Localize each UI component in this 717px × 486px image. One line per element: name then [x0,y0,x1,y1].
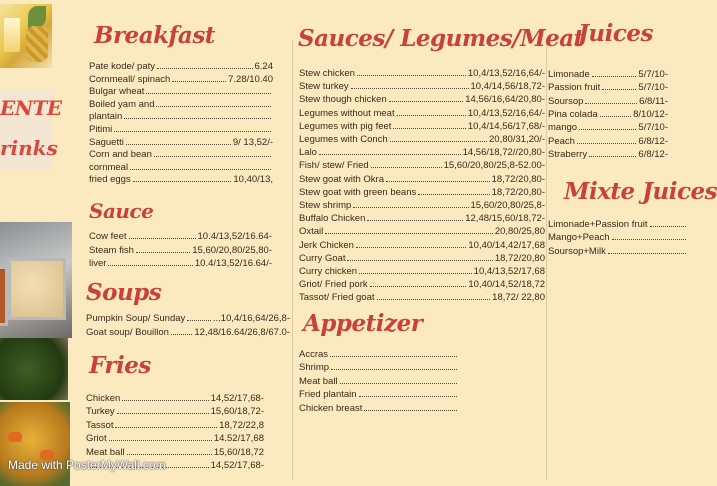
breakfast-item-price: 6.24 [254,61,273,72]
meat-tray-image [0,266,8,326]
sauces-legumes-meat-item-name: Oxtail [299,226,324,238]
dot-leader [418,194,489,195]
sauces-legumes-meat-item-price: 18,72/20,80- [491,186,545,198]
appetizer-item [299,403,459,414]
dot-leader [154,156,271,157]
juice-item [548,82,668,93]
soups-item-price: 12,48/16.64/26,8/67.0- [194,326,290,338]
banner-title-line2: rinks [0,136,58,160]
sauces-legumes-meat-item-name: Curry Goat [299,252,346,264]
breakfast-item [89,99,273,110]
sauces-legumes-meat-item-price: 10,4/13,52/16,64/- [467,107,545,119]
sauce-item-name: Cow feet [89,231,127,242]
sauces-legumes-meat-item-name: Stew shrimp [299,200,352,211]
fries-item-price: 15,60/18,72 [213,446,264,458]
fries-item-name: Chicken [86,393,121,404]
sauces-legumes-meat-item [299,147,545,158]
dot-leader [397,115,466,116]
juice-item-price: 8/10/12- [633,108,668,120]
sauces-legumes-meat-item-name: Stew turkey [299,81,349,93]
dot-leader [124,118,271,119]
juice-item-price: 5/7/10- [638,122,668,134]
dot-leader [171,334,192,335]
soups-item-price: ...10,4/16,64/26,8- [212,313,290,324]
sauces-legumes-meat-item-price: 14,56/18,72//20,80- [462,147,545,159]
sauce-item [89,245,272,256]
dot-leader [589,156,636,157]
sauces-legumes-meat-item [299,200,545,211]
breakfast-item-name: Cornmeall/ spinach [89,73,171,85]
watermark-text: Made with PosterMyWall.com [8,458,166,472]
pineapple-image [26,26,48,62]
dot-leader [353,207,468,208]
dot-leader [136,252,190,253]
banner-title-line1: ENTE [0,96,62,120]
sauces-legumes-meat-item-name: Tassot/ Fried goat [299,292,375,304]
appetizer-item-name: Meat ball [299,375,338,387]
juice-item [548,69,668,80]
juice-item-price: 5/7/10- [638,69,668,80]
breakfast-heading: Breakfast [94,22,215,49]
dot-leader [108,265,192,266]
food-trays-photo [0,222,72,338]
mixte-juice-item-name: Limonade+Passion fruit [548,219,648,230]
column-divider [292,40,293,480]
juice-item-name: Pina colada [548,108,598,120]
dot-leader [371,167,442,168]
drinks-banner [0,90,62,170]
soups-item [86,313,290,324]
sauces-legumes-meat-item-price: 15,60/20,80/25,8- [470,200,545,211]
sauces-legumes-meat-item-price: 18,72/ 22,80 [492,292,545,304]
breakfast-item [89,111,273,122]
dot-leader [357,75,466,76]
mixte-juices-heading: Mixte Juices [564,178,717,205]
sauces-legumes-meat-item [299,134,545,145]
sauces-legumes-meat-item-name: Stew though chicken [299,94,387,106]
appetizer-item-name: Chicken breast [299,402,363,414]
dot-leader [157,68,252,69]
sauces-legumes-meat-item [299,213,545,224]
sauces-legumes-meat-item [299,292,545,303]
dot-leader [579,129,636,130]
sauces-legumes-meat-item-name: Legumes with Conch [299,134,388,145]
sauce-item-name: liver [89,258,107,269]
sauces-legumes-meat-item [299,81,545,92]
sauces-legumes-meat-item-name: Jerk Chicken [299,239,354,251]
dot-leader [377,299,491,300]
sauces-legumes-meat-item [299,266,545,277]
breakfast-item [89,124,273,135]
dot-leader [592,76,637,77]
sauces-legumes-meat-item-name: Curry chicken [299,266,358,277]
mixte-juice-item [548,219,688,230]
dot-leader [331,369,457,370]
fries-item [86,393,264,404]
breakfast-item [89,137,273,148]
dot-leader [117,413,209,414]
fries-item-price: 14,52/17,68- [210,460,264,471]
dot-leader [577,143,636,144]
sauces-legumes-meat-item-price: 10,4/13,52/17,68 [473,266,545,277]
sauces-legumes-meat-item-name: Fish/ stew/ Fried [299,160,369,172]
dot-leader [359,396,457,397]
juice-item-name: Peach [548,135,575,147]
juice-item-name: Straberry [548,148,588,160]
breakfast-item-name: Pitimi [89,124,113,135]
mixte-juice-item [548,232,688,243]
juice-item-price: 6/8/12- [638,135,668,147]
appetizer-item-name: Shrimp [299,362,330,374]
dot-leader [612,239,686,240]
dot-leader [129,238,196,239]
sauce-item-name: Steam fish [89,244,134,256]
sauces-legumes-meat-item-name: Legumes without meat [299,107,395,119]
sauces-legumes-meat-item-price: 10,40/14,52/18,72 [468,279,545,291]
sauces-legumes-meat-item-price: 20,80/25,80 [494,226,545,238]
mixte-juice-item-name: Mango+Peach [548,232,610,244]
dot-leader [340,383,457,384]
sauces-legumes-meat-item-name: Stew goat with green beans [299,186,417,198]
sauce-item-price: 10.4/13,52/16.64/- [194,258,272,269]
juice-item-price: 6/8/12- [638,148,668,160]
dot-leader [370,286,467,287]
sauces-legumes-meat-item-name: Buffalo Chicken [299,213,366,225]
juice-item [548,122,668,133]
soups-item-name: Goat soup/ Bouillon [86,326,169,338]
dot-leader [364,410,457,411]
sauces-legumes-meat-item-name: Stew goat with Okra [299,173,385,185]
breakfast-item [89,149,273,160]
breakfast-item-price: 7.28/10.40 [228,73,273,85]
breakfast-item-name: Pate kode/ paty [89,61,156,72]
photo-strip [0,0,72,486]
sauces-legumes-meat-item-price: 10,4/14,56/17,68/- [467,120,545,132]
soups-item-name: Pumpkin Soup/ Sunday [86,313,186,324]
sauces-legumes-meat-item-name: Lalo [299,147,317,159]
appetizer-item-name: Accras [299,349,329,360]
breakfast-item-name: Bulgar wheat [89,86,145,98]
dot-leader [109,440,212,441]
dot-leader [114,131,271,132]
appetizer-item-name: Fried plantain [299,389,357,401]
dot-leader [367,220,463,221]
sauces-legumes-meat-item [299,174,545,185]
breakfast-item-price: 9/ 13,52/- [232,136,273,148]
breakfast-item-price: 10,40/13, [233,174,273,186]
glass-image [4,18,20,52]
fries-item [86,447,264,458]
sauces-legumes-meat-item-name: Griot/ Fried pork [299,279,368,291]
mixte-juice-item-name: Soursop+Milk [548,245,606,257]
sauces-legumes-meat-item [299,121,545,132]
sauces-legumes-meat-item [299,226,545,237]
breakfast-item [89,61,273,72]
sauces-legumes-meat-heading: Sauces/ Legumes/Meat [298,25,584,52]
dot-leader [390,141,487,142]
rice-tray-image [8,258,66,320]
dot-leader [608,253,686,254]
sauces-legumes-meat-item-price: 14,56/16,64/20,80- [465,94,545,106]
fries-item-price: 14,52/17,68- [210,393,264,404]
breakfast-item-name: plantain [89,111,123,123]
sauces-legumes-meat-item [299,279,545,290]
drink-photo [0,4,52,68]
dot-leader [146,93,271,94]
dot-leader [130,169,271,170]
juice-item-name: mango [548,122,578,134]
dot-leader [122,400,208,401]
dot-leader [133,181,232,182]
juice-item [548,136,668,147]
juice-item [548,149,668,160]
juice-item-price: 6/8/11- [639,95,668,107]
fries-item-name: Meat ball [86,446,125,458]
sauce-item [89,231,272,242]
breakfast-item-name: fried eggs [89,174,131,186]
sauces-legumes-meat-item-price: 20,80/31,20/- [489,134,545,145]
dot-leader [319,154,461,155]
carrot-image [8,432,22,442]
sauces-legumes-meat-item-price: 10,40/14,42/17,68 [468,239,545,251]
breakfast-item [89,74,273,85]
dot-leader [393,128,465,129]
breakfast-item [89,174,273,185]
appetizer-item [299,362,459,373]
dot-leader [356,247,466,248]
sauces-legumes-meat-item-price: 18,72/20,80- [491,173,545,185]
mixte-juice-item [548,246,688,257]
sauce-item-price: 10.4/13,52/16.64- [197,231,272,242]
breakfast-item [89,162,273,173]
dot-leader [600,116,631,117]
juice-item-name: Limonade [548,69,590,80]
appetizer-heading: Appetizer [303,310,423,337]
juice-item-price: 5/7/10- [638,82,668,94]
appetizer-item [299,349,459,360]
dot-leader [187,320,211,321]
dot-leader [172,81,226,82]
fries-item-name: Tassot [86,419,114,431]
sauces-legumes-meat-item-name: Legumes with pig feet [299,120,392,132]
juices-heading: Juices [578,20,653,47]
breakfast-item [89,86,273,97]
fries-item-price: 15,60/18,72- [210,406,264,418]
fries-item-name: Griot [86,433,107,445]
juice-item-name: Soursop [548,95,584,107]
dot-leader [386,181,490,182]
sauces-legumes-meat-item [299,160,545,171]
sauces-legumes-meat-item [299,253,545,264]
sauce-item [89,258,272,269]
sauces-legumes-meat-item [299,240,545,251]
pineapple-leaf-image [28,6,46,28]
sauces-legumes-meat-item-price: 15,60/20,80/25,8-52.00- [443,160,545,172]
sauces-legumes-meat-item-name: Stew chicken [299,68,355,79]
breakfast-item-name: Saguetti [89,136,124,148]
fries-item [86,406,264,417]
fries-item-price: 18,72/22,8 [219,419,264,431]
soup-photo [0,402,70,486]
dot-leader [126,144,231,145]
dot-leader [585,103,637,104]
juice-item [548,96,668,107]
fries-item-price: 14.52/17,68 [213,433,264,445]
sauces-legumes-meat-item [299,187,545,198]
column-divider [546,40,547,480]
dot-leader [330,356,457,357]
breakfast-item-name: Corn and bean [89,149,152,161]
fries-item [86,433,264,444]
soups-heading: Soups [86,279,162,306]
sauces-legumes-meat-item-price: 10,4/13,52/16,64/- [467,68,545,79]
soups-item [86,327,290,338]
dot-leader [115,427,217,428]
dot-leader [359,273,472,274]
greens-photo [0,338,68,400]
dot-leader [650,226,686,227]
sauces-legumes-meat-item [299,68,545,79]
juice-item-name: Passion fruit [548,82,601,94]
sauce-heading: Sauce [89,199,154,223]
dot-leader [156,106,271,107]
appetizer-item [299,389,459,400]
dot-leader [602,89,636,90]
fries-heading: Fries [89,352,151,379]
dot-leader [325,233,493,234]
fries-item [86,420,264,431]
juice-item [548,109,668,120]
fries-item-name: Turkey [86,406,115,418]
appetizer-item [299,376,459,387]
sauces-legumes-meat-item-price: 12,48/15,60/18,72- [465,213,545,225]
sauces-legumes-meat-item [299,108,545,119]
sauce-item-price: 15,60/20,80/25,80- [192,244,272,256]
breakfast-item-name: Boiled yam and [89,98,155,110]
sauces-legumes-meat-item-price: 18,72/20,80 [494,252,545,264]
sauces-legumes-meat-item-price: 10,4/14,56/18,72- [470,81,545,93]
sauces-legumes-meat-item [299,94,545,105]
dot-leader [351,88,469,89]
dot-leader [127,454,212,455]
breakfast-item-name: cornmeal [89,161,129,173]
dot-leader [347,260,492,261]
dot-leader [389,101,464,102]
